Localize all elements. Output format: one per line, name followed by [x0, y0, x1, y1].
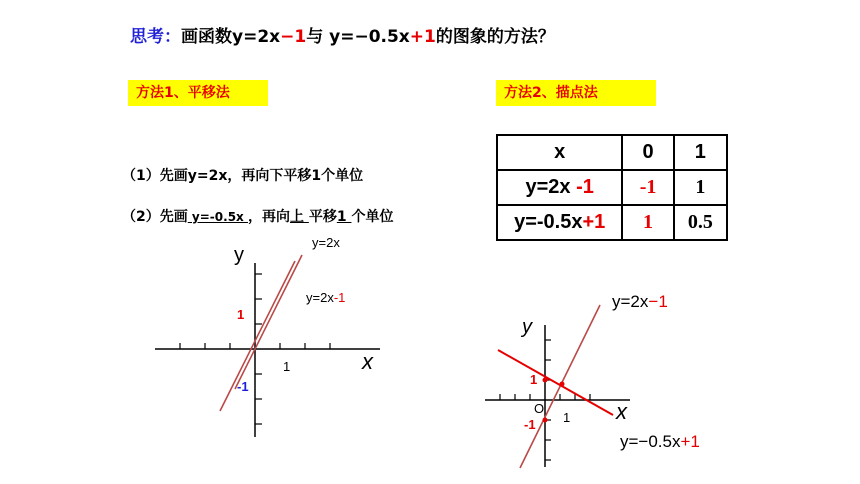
- row1-label-black: y=2x: [525, 176, 577, 198]
- graph2-line-a-black: y=2x: [612, 292, 649, 311]
- table-header-x: x: [497, 135, 622, 170]
- table-row1-v0: -1: [622, 170, 673, 205]
- graph1: [140, 225, 440, 455]
- title-part3: 的图象的方法？: [435, 27, 555, 47]
- page-title: [130, 22, 555, 47]
- graph2-line-minus-half-x-plus-1: [498, 350, 613, 415]
- step2-c: 平移: [308, 209, 337, 225]
- row2-label-red: +1: [582, 211, 606, 233]
- table-header-1: 1: [674, 135, 727, 170]
- table-row2-v0: 1: [622, 205, 673, 240]
- row2-label-black: y=-0.5x: [514, 211, 583, 233]
- step2-a: （2）先画: [122, 209, 188, 225]
- graph1-x-label: x: [362, 349, 373, 374]
- title-part1: 画函数y=2x: [181, 27, 281, 47]
- graph1-line-b-red: -1: [333, 290, 346, 305]
- table-row2-v1: 0.5: [674, 205, 727, 240]
- step2-blank2: 上: [289, 209, 309, 225]
- graph1-tick-y1: 1: [237, 307, 245, 322]
- graph2-origin: O: [534, 401, 545, 416]
- graph1-line-b-black: y=2x: [306, 290, 334, 305]
- graph2-x-label: x: [616, 399, 627, 424]
- step2-blank1: y=-0.5x: [187, 210, 248, 224]
- graph1-line-a-label: y=2x: [312, 235, 340, 250]
- graph1-y-label: y: [234, 244, 244, 266]
- table-header-0: 0: [622, 135, 673, 170]
- graph2-tick-x1: 1: [563, 410, 571, 425]
- table-row2-label: [497, 205, 622, 240]
- method1-label: 方法1、平移法: [128, 80, 268, 106]
- graph1-line-2x: [235, 255, 302, 389]
- graph2-tick-y1: 1: [530, 372, 538, 387]
- table-row1-label: [497, 170, 622, 205]
- graph2-line-a-red: −1: [648, 292, 668, 311]
- table-row: [497, 170, 727, 205]
- title-part1-red: −1: [280, 27, 307, 47]
- title-prefix: 思考：: [130, 27, 181, 47]
- graph2-tick-yneg1: -1: [524, 417, 536, 432]
- graph2-y-label: y: [522, 316, 532, 338]
- table-row1-v1: 1: [674, 170, 727, 205]
- graph2-line-b-red: +1: [680, 432, 700, 451]
- step2-d: 个单位: [351, 209, 394, 225]
- graph1-line-b-label: [306, 290, 345, 305]
- graph1-tick-yneg1: -1: [237, 379, 249, 394]
- table-row: [497, 205, 727, 240]
- table-row: [497, 135, 727, 170]
- title-part2-red: +1: [409, 27, 436, 47]
- graph2-line-a-label: [612, 292, 668, 311]
- title-part2: 与 y=−0.5x: [306, 27, 410, 47]
- points-table: [496, 134, 728, 241]
- graph2: [470, 285, 770, 475]
- step2-b: ，再向: [247, 209, 290, 225]
- graph1-tick-x1: 1: [283, 359, 291, 374]
- graph1-line-2x-minus-1: [220, 261, 295, 411]
- graph2-line-b-black: y=−0.5x: [620, 432, 681, 451]
- graph2-point: [560, 382, 565, 387]
- step2-text: [122, 206, 393, 226]
- step2-blank3: 1: [336, 209, 352, 225]
- step1-text: （1）先画y=2x，再向下平移1个单位: [122, 168, 364, 184]
- graph2-line-b-label: [620, 432, 700, 451]
- graph2-point: [543, 378, 548, 383]
- graph2-point: [543, 418, 548, 423]
- row1-label-red: -1: [576, 176, 594, 198]
- method2-label: 方法2、描点法: [496, 80, 656, 106]
